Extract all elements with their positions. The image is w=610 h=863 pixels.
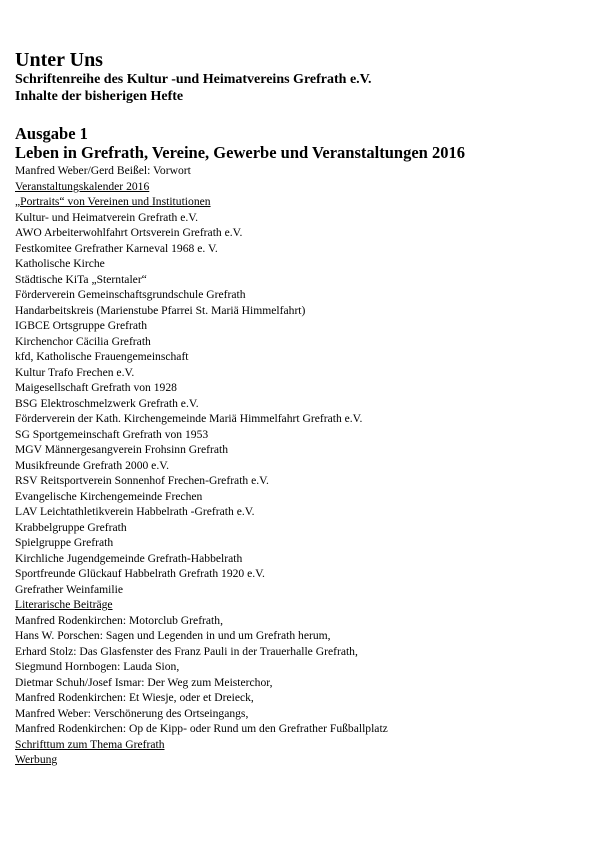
list-item: Manfred Rodenkirchen: Et Wiesje, oder et Dreieck, <box>15 691 254 704</box>
section-heading: Werbung <box>15 753 58 766</box>
document-title: Unter Uns <box>15 49 103 71</box>
list-item: Festkomitee Grefrather Karneval 1968 e. V. <box>15 241 218 255</box>
entry-list <box>15 163 595 768</box>
section-heading: Schrifttum zum Thema Grefrath <box>15 737 165 751</box>
issue-section <box>15 124 595 768</box>
section-heading: Literarische Beiträge <box>15 598 113 611</box>
contents-subtitle: Inhalte der bisherigen Hefte <box>15 89 184 104</box>
list-item: Maigesellschaft Grefrath von 1928 <box>15 381 177 394</box>
list-item: Sportfreunde Glückauf Habbelrath Grefrath 1920 e.V. <box>15 567 265 580</box>
list-item: Kultur Trafo Frechen e.V. <box>15 365 135 379</box>
issue-number: Ausgabe 1 <box>15 124 88 143</box>
list-item: RSV Reitsportverein Sonnenhof Frechen-Grefrath e.V. <box>15 474 269 487</box>
list-item: Handarbeitskreis (Marienstube Pfarrei St. Mariä Himmelfahrt) <box>15 303 306 317</box>
list-item: Manfred Rodenkirchen: Motorclub Grefrath, <box>15 613 223 627</box>
section-heading: „Portraits“ von Vereinen und Institutionen <box>15 195 211 208</box>
list-item: Förderverein der Kath. Kirchengemeinde Mariä Himmelfahrt Grefrath e.V. <box>15 412 363 425</box>
list-item: Städtische KiTa „Sterntaler“ <box>15 272 147 286</box>
list-item: SG Sportgemeinschaft Grefrath von 1953 <box>15 427 209 441</box>
list-item: BSG Elektroschmelzwerk Grefrath e.V. <box>15 396 199 410</box>
issue-title: Leben in Grefrath, Vereine, Gewerbe und Veranstaltungen 2016 <box>15 143 465 162</box>
list-item: Hans W. Porschen: Sagen und Legenden in und um Grefrath herum, <box>15 629 331 642</box>
list-item: Manfred Rodenkirchen: Op de Kipp- oder Rund um den Grefrather Fußballplatz <box>15 722 388 735</box>
list-item: MGV Männergesangverein Frohsinn Grefrath <box>15 443 229 456</box>
list-item: LAV Leichtathletikverein Habbelrath -Grefrath e.V. <box>15 505 255 518</box>
list-item: Manfred Weber: Verschönerung des Ortseingangs, <box>15 706 249 720</box>
list-item: Grefrather Weinfamilie <box>15 582 123 596</box>
list-item: Krabbelgruppe Grefrath <box>15 520 127 534</box>
list-item: Spielgruppe Grefrath <box>15 536 114 549</box>
list-item: Kirchenchor Cäcilia Grefrath <box>15 334 151 348</box>
list-item: Kultur- und Heimatverein Grefrath e.V. <box>15 210 199 224</box>
list-item: Kirchliche Jugendgemeinde Grefrath-Habbelrath <box>15 551 243 565</box>
document-page <box>15 49 595 768</box>
list-item: Siegmund Hornbogen: Lauda Sion, <box>15 660 180 673</box>
list-item: Manfred Weber/Gerd Beißel: Vorwort <box>15 164 191 177</box>
list-item: Dietmar Schuh/Josef Ismar: Der Weg zum Meisterchor, <box>15 675 273 689</box>
list-item: AWO Arbeiterwohlfahrt Ortsverein Grefrath e.V. <box>15 226 243 239</box>
list-item: Förderverein Gemeinschaftsgrundschule Grefrath <box>15 288 246 301</box>
list-item: Evangelische Kirchengemeinde Frechen <box>15 489 203 503</box>
list-item: kfd, Katholische Frauengemeinschaft <box>15 350 189 363</box>
section-heading: Veranstaltungskalender 2016 <box>15 179 150 193</box>
list-item: Erhard Stolz: Das Glasfenster des Franz Pauli in der Trauerhalle Grefrath, <box>15 644 358 658</box>
series-subtitle: Schriftenreihe des Kultur -und Heimatvereins Grefrath e.V. <box>15 72 372 87</box>
list-item: Katholische Kirche <box>15 257 105 270</box>
list-item: IGBCE Ortsgruppe Grefrath <box>15 319 148 332</box>
list-item: Musikfreunde Grefrath 2000 e.V. <box>15 458 170 472</box>
